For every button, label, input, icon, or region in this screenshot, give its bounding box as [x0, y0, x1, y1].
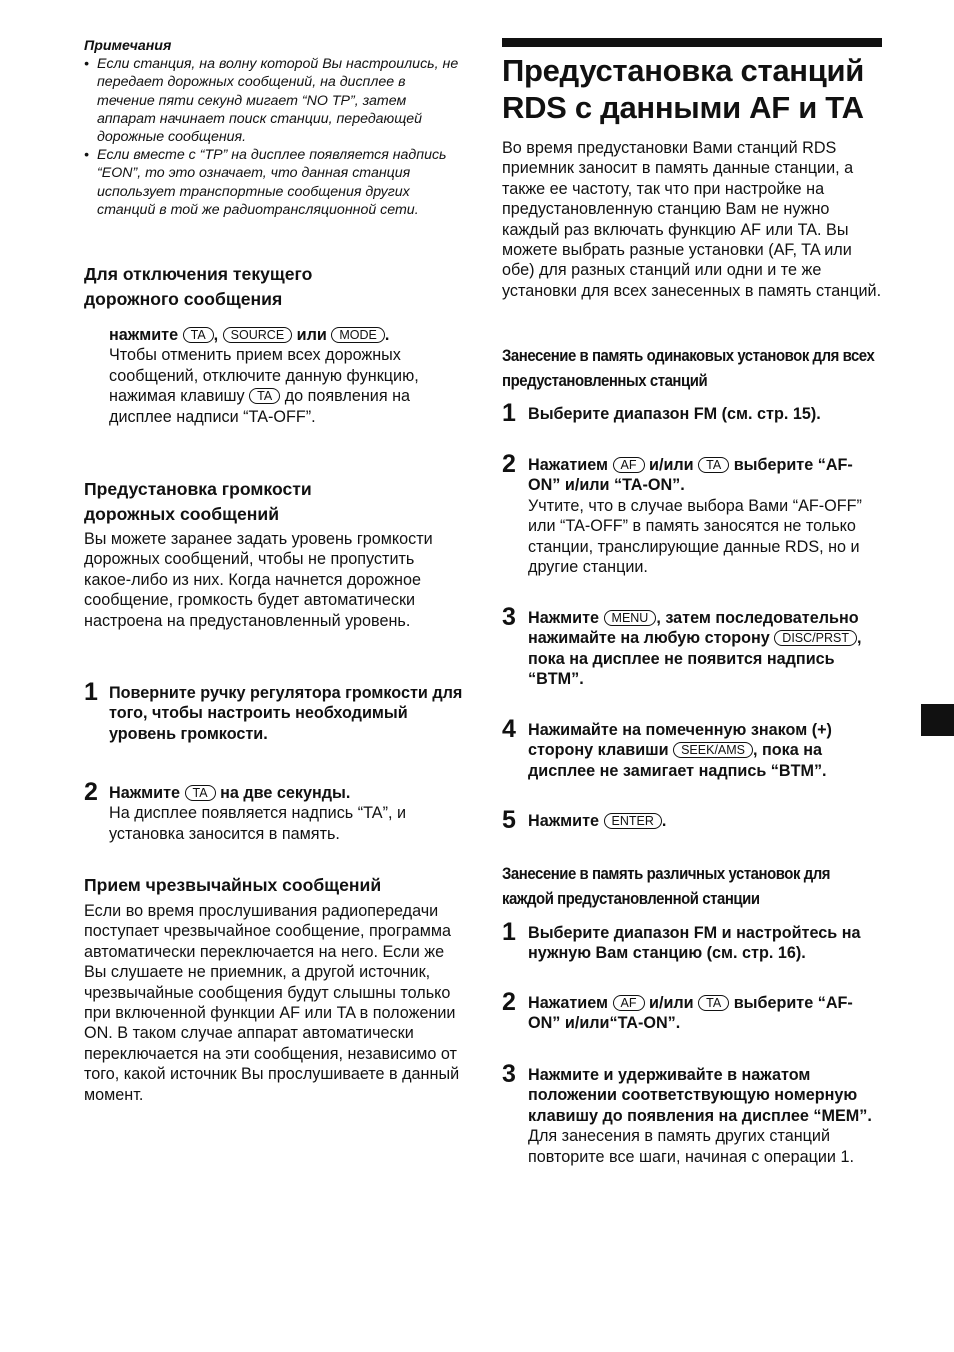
step-text: Нажатием AF и/или TA выберите “AF-ON” и/или“TA-ON”.: [528, 994, 853, 1033]
step-note: Учтите, что в случае выбора Вами “AF-OFF” или “TA-OFF” в память заносятся не только станции, транслирующие данные RDS, но и другие станции.: [528, 496, 862, 577]
step-text: Нажмите ENTER .: [528, 812, 667, 830]
step-number: 5: [502, 806, 516, 834]
step-number: 3: [502, 1060, 516, 1088]
step-text: Нажатием AF и/или TA выберите “AF-ON” и/или “TA-ON”. Учтите, что в случае выбора Вами “AF-OFF” или “TA-OFF” в память заносятся не только станции, транслирующие данные RDS, но и другие станции.: [528, 456, 862, 577]
emergency-body: Если во время прослушивания радиопередачи поступает чрезвычайное сообщение, программа автоматически переключается на него. Если же Вы слушаете не приемник, а другой источник, чрезвычайные сообщения будут слышны только при включенной функции AF или TA в положении ON. В таком случае аппарат автоматически переключается на эти сообщения, независимо от того, какой источник Вы прослушиваете в данный момент.: [84, 902, 460, 1104]
ta-button: TA: [698, 995, 729, 1011]
press-word: нажмите: [109, 326, 179, 344]
cancel-heading: Для отключения текущего дорожного сообщения: [84, 264, 313, 309]
ta-button: TA: [249, 388, 280, 404]
step-number: 4: [502, 715, 516, 743]
step-text: Нажмите TA на две секунды. На дисплее появляется надпись “TA”, и установка заносится в память.: [109, 784, 407, 843]
step-text: Нажимайте на помеченную знаком (+) сторону клавиши SEEK/AMS , пока на дисплее не замигает надпись “BTM”.: [528, 721, 832, 780]
step-number: 3: [502, 603, 516, 631]
step-number: 2: [84, 778, 98, 806]
step-text: Поверните ручку регулятора громкости для того, чтобы настроить необходимый уровень громкости.: [109, 684, 463, 743]
cancel-instructions: нажмите TA , SOURCE или MODE . Чтобы отменить прием всех дорожных сообщений, отключите данную функцию, нажимая клавишу TA до появления на дисплее надписи “TA-OFF”.: [109, 326, 419, 426]
enter-button: ENTER: [604, 813, 662, 829]
page-title: Предустановка станций RDS с данными AF и TA: [502, 53, 864, 125]
notes-title: Примечания: [84, 38, 172, 54]
ta-button: TA: [698, 457, 729, 473]
ta-button: TA: [183, 327, 214, 343]
same-settings-heading: Занесение в память одинаковых установок для всех предустановленных станций: [502, 346, 875, 390]
diff-settings-heading: Занесение в память различных установок для каждой предустановленной станции: [502, 864, 831, 908]
title-bar: [502, 38, 882, 47]
source-button: SOURCE: [223, 327, 292, 343]
af-button: AF: [613, 995, 645, 1011]
cancel-body: Чтобы отменить прием всех дорожных сообщений, отключите данную функцию, нажимая клавишу: [109, 346, 419, 406]
disc-prst-button: DISC/PRST: [774, 630, 857, 646]
emergency-heading: Прием чрезвычайных сообщений: [84, 875, 382, 895]
step-number: 1: [84, 678, 98, 706]
step-number: 2: [502, 450, 516, 478]
step-note: На дисплее появляется надпись “TA”, и установка заносится в память.: [109, 804, 407, 843]
note-item: • Если станция, на волну которой Вы настроились, не передает дорожных сообщений, на дисплее в течение пяти секунд мигает “NO TP”, затем аппарат начинает поиск станции, передающей дорожные сообщения.: [84, 56, 459, 146]
step-text: Нажмите и удерживайте в нажатом положении соответствующую номерную клавишу до появления на дисплее “MEM”. Для занесения в память других станций повторите все шаги, начиная с операции 1.: [528, 1066, 872, 1166]
bullet-icon: •: [84, 147, 89, 164]
intro-paragraph: Во время предустановки Вами станций RDS приемник заносит в память данные станции, а также ее частоту, так что при настройке на предустановленную станцию Вам не нужно каждый раз включать функцию AF или TA. Вы можете выбрать разные установки (AF, TA или обе) для разных станций или одни и те же установки для всех занесенных в память станций.: [502, 139, 882, 300]
volume-body: Вы можете заранее задать уровень громкости дорожных сообщений, чтобы не пропустить какое-либо из них. Когда начнется дорожное сообщение, громкость будет автоматически настроена на предустановленный уровень.: [84, 530, 433, 630]
menu-button: MENU: [604, 610, 657, 626]
step-text: Выберите диапазон FM (см. стр. 15).: [528, 405, 821, 423]
ta-button: TA: [185, 785, 216, 801]
or-word: или: [296, 326, 327, 344]
step-text: Нажмите MENU , затем последовательно нажимайте на любую сторону DISC/PRST , пока на дисплее не появится надпись “BTM”.: [528, 609, 862, 689]
seek-ams-button: SEEK/AMS: [673, 742, 753, 758]
step-note: Для занесения в память других станций повторите все шаги, начиная с операции 1.: [528, 1127, 854, 1166]
step-text: Выберите диапазон FM и настройтесь на нужную Вам станцию (см. стр. 16).: [528, 924, 861, 963]
volume-heading: Предустановка громкости дорожных сообщений: [84, 479, 312, 524]
note-item: • Если вместе с “TP” на дисплее появляется надпись “EON”, то это означает, что данная станция использует транспортные сообщения других станций в той же радиотрансляционной сети.: [84, 147, 447, 218]
af-button: AF: [613, 457, 645, 473]
section-tab-marker: [921, 704, 954, 736]
step-number: 1: [502, 399, 516, 427]
notes-block: [84, 37, 464, 219]
bullet-icon: •: [84, 56, 89, 73]
step-number: 1: [502, 918, 516, 946]
step-number: 2: [502, 988, 516, 1016]
mode-button: MODE: [331, 327, 385, 343]
